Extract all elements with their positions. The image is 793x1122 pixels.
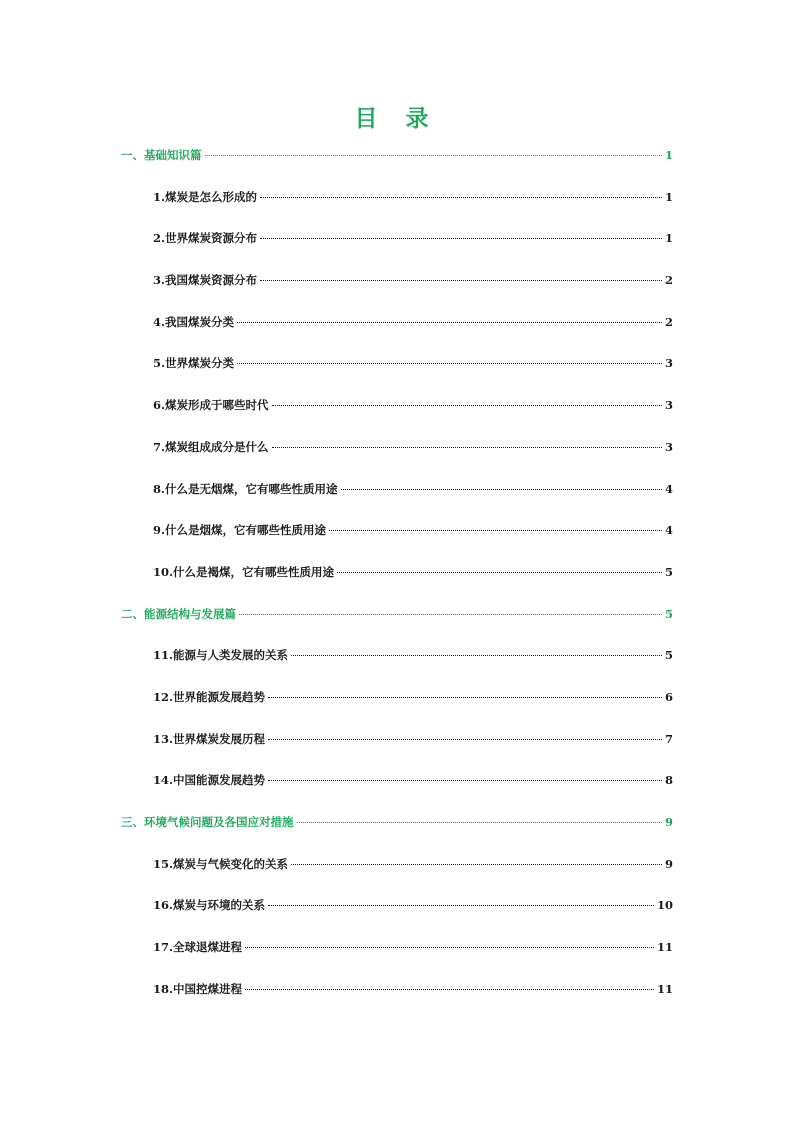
dot-leader: [268, 905, 654, 906]
toc-entry-label: 一、基础知识篇: [121, 148, 202, 162]
toc-page-number: 7: [664, 731, 673, 746]
toc-page-number: 1: [664, 148, 673, 162]
toc-entry-label: 13.世界煤炭发展历程: [153, 731, 266, 746]
toc-entry-label: 3.我国煤炭资源分布: [153, 273, 258, 288]
toc-item-17[interactable]: [121, 939, 673, 981]
toc-page-number: 2: [664, 273, 673, 288]
toc-entry-label: 9.什么是烟煤，它有哪些性质用途: [153, 523, 327, 538]
toc-item-4[interactable]: [121, 314, 673, 356]
toc-entry-label: 4.我国煤炭分类: [153, 314, 235, 329]
toc-item-10[interactable]: [121, 564, 673, 606]
toc-page-number: 2: [664, 314, 673, 329]
toc-section-1[interactable]: [121, 147, 673, 189]
dot-leader: [237, 322, 662, 323]
toc-entry-label: 5.世界煤炭分类: [153, 356, 235, 371]
dot-leader: [268, 697, 662, 698]
toc-item-11[interactable]: [121, 647, 673, 689]
toc-item-1[interactable]: [121, 189, 673, 231]
dot-leader: [291, 864, 662, 865]
table-of-contents: [121, 147, 673, 1022]
toc-item-3[interactable]: [121, 272, 673, 314]
page-title: 目 录: [354, 106, 439, 132]
toc-item-15[interactable]: [121, 856, 673, 898]
toc-page-number: 1: [664, 231, 673, 246]
dot-leader: [260, 238, 662, 239]
toc-item-7[interactable]: [121, 439, 673, 481]
toc-entry-label: 1.煤炭是怎么形成的: [153, 189, 258, 204]
dot-leader: [205, 155, 662, 156]
toc-item-12[interactable]: [121, 689, 673, 731]
toc-entry-label: 18.中国控煤进程: [153, 981, 243, 996]
dot-leader: [260, 280, 662, 281]
toc-item-8[interactable]: [121, 481, 673, 523]
dot-leader: [245, 989, 654, 990]
toc-item-13[interactable]: [121, 731, 673, 773]
toc-page-number: 4: [664, 523, 673, 538]
toc-entry-label: 2.世界煤炭资源分布: [153, 231, 258, 246]
toc-entry-label: 三、环境气候问题及各国应对措施: [121, 815, 294, 829]
toc-item-9[interactable]: [121, 522, 673, 564]
toc-item-14[interactable]: [121, 772, 673, 814]
dot-leader: [268, 780, 662, 781]
toc-entry-label: 16.煤炭与环境的关系: [153, 898, 266, 913]
toc-entry-label: 12.世界能源发展趋势: [153, 689, 266, 704]
dot-leader: [260, 197, 662, 198]
dot-leader: [329, 530, 662, 531]
toc-entry-label: 二、能源结构与发展篇: [121, 606, 236, 621]
toc-item-2[interactable]: [121, 230, 673, 272]
dot-leader: [341, 489, 662, 490]
toc-entry-label: 17.全球退煤进程: [153, 940, 243, 955]
toc-entry-label: 15.煤炭与气候变化的关系: [153, 856, 289, 871]
toc-page-number: 11: [656, 940, 673, 955]
toc-item-6[interactable]: [121, 397, 673, 439]
toc-page-number: 3: [664, 398, 673, 413]
toc-page-number: 1: [664, 189, 673, 204]
toc-entry-label: 10.什么是褐煤，它有哪些性质用途: [153, 564, 335, 579]
toc-page-number: 10: [656, 898, 673, 913]
toc-item-5[interactable]: [121, 355, 673, 397]
toc-page-number: 6: [664, 689, 673, 704]
toc-page-number: 8: [664, 773, 673, 788]
toc-entry-label: 8.什么是无烟煤，它有哪些性质用途: [153, 481, 338, 496]
toc-page-number: 11: [656, 981, 673, 996]
toc-page-number: 9: [664, 815, 673, 829]
dot-leader: [337, 572, 662, 573]
toc-page-number: 4: [664, 481, 673, 496]
dot-leader: [297, 822, 662, 823]
toc-section-3[interactable]: [121, 814, 673, 856]
toc-page-number: 9: [664, 856, 673, 871]
dot-leader: [245, 947, 654, 948]
toc-section-2[interactable]: [121, 606, 673, 648]
toc-page-number: 5: [664, 648, 673, 663]
toc-entry-label: 14.中国能源发展趋势: [153, 773, 266, 788]
toc-entry-label: 7.煤炭组成成分是什么: [153, 439, 269, 454]
toc-page-number: 3: [664, 439, 673, 454]
dot-leader: [272, 405, 662, 406]
toc-entry-label: 6.煤炭形成于哪些时代: [153, 398, 269, 413]
dot-leader: [239, 614, 662, 615]
toc-page-number: 5: [664, 606, 673, 621]
toc-page-number: 5: [664, 564, 673, 579]
dot-leader: [272, 447, 662, 448]
toc-entry-label: 11.能源与人类发展的关系: [153, 648, 289, 663]
dot-leader: [268, 739, 662, 740]
toc-page-number: 3: [664, 356, 673, 371]
toc-item-18[interactable]: [121, 981, 673, 1023]
toc-item-16[interactable]: [121, 897, 673, 939]
dot-leader: [291, 655, 662, 656]
dot-leader: [237, 363, 662, 364]
